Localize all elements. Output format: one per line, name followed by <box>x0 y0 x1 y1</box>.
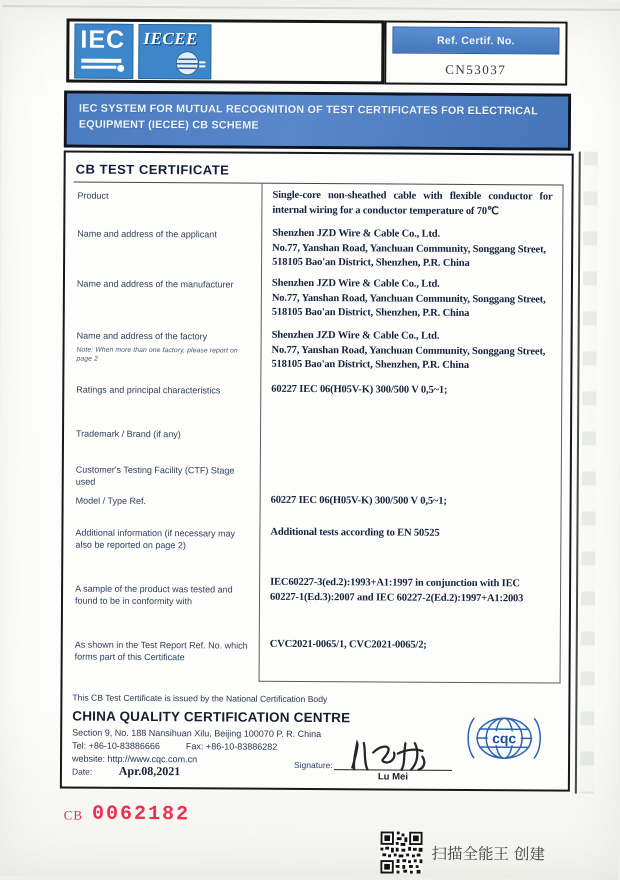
field-label: Model / Type Ref. <box>72 488 260 521</box>
field-value: 60227 IEC 06(H05V-K) 300/500 V 0,5~1; <box>260 378 562 424</box>
field-label: Additional information (if necessary may also be reported on page 2) <box>71 520 259 571</box>
field-row-applicant <box>73 221 563 274</box>
cb-prefix: CB <box>64 808 83 826</box>
cqc-logo-text: cqc <box>492 730 516 746</box>
field-row-ctf <box>72 457 562 491</box>
fax-number: Fax: +86-10-83886282 <box>186 742 277 753</box>
scanner-watermark <box>380 831 545 874</box>
field-row-additional-info <box>71 520 561 573</box>
iecee-logo-text: IECEE <box>143 28 198 48</box>
certificate-title: CB TEST CERTIFICATE <box>74 159 564 186</box>
field-row-test-report <box>71 632 561 684</box>
field-value <box>260 422 562 460</box>
tel-fax-line <box>72 741 303 752</box>
field-label: As shown in the Test Report Ref. No. which forms part of this Certificate <box>71 632 259 682</box>
scan-artifact-noise <box>580 152 598 794</box>
field-value: IEC60227-3(ed.2):1993+A1:1997 in conjunction with IEC 60227-1(Ed.3):2007 and IEC 60227-2(Ed.2):1997+A1:2003 <box>259 571 561 635</box>
field-value: CVC2021-0065/1, CVC2021-0065/2; <box>259 633 561 684</box>
field-label-text: Name and address of the factory <box>77 331 251 344</box>
scan-artifact-top <box>3 5 620 11</box>
iec-logo-bar <box>81 66 116 68</box>
field-value <box>260 458 562 491</box>
field-label: A sample of the product was tested and found to be in conformity with <box>71 570 259 633</box>
qr-code-icon <box>380 831 422 873</box>
iec-logo-text: IEC <box>80 25 125 54</box>
field-label: Product <box>73 183 261 222</box>
website-line: website: http://www.cqc.com.cn <box>72 754 197 765</box>
date-label: Date: <box>72 767 92 777</box>
field-row-ratings <box>72 377 562 424</box>
field-value: Shenzhen JZD Wire & Cable Co., Ltd. No.77, Yanshan Road, Yanchuan Community, Songgang Street, 518105 Bao'an District, Shenzhen, P.R. China <box>261 222 563 274</box>
field-row-trademark <box>72 421 562 460</box>
certificate-body <box>60 150 574 791</box>
signatory-name: Lu Mei <box>334 772 452 784</box>
field-value: Shenzhen JZD Wire & Cable Co., Ltd. No.77, Yanshan Road, Yanchuan Community, Songgang Street, 518105 Bao'an District, Shenzhen, P.R. China <box>261 272 563 326</box>
field-row-manufacturer <box>73 271 563 326</box>
cb-serial-stamp <box>64 803 190 827</box>
date-line <box>72 762 180 781</box>
scheme-banner: IEC SYSTEM FOR MUTUAL RECOGNITION OF TEST CERTIFICATES FOR ELECTRICAL EQUIPMENT (IECEE) CB SCHEME <box>64 90 571 150</box>
field-label <box>72 323 260 378</box>
ref-certif-box <box>384 20 567 85</box>
iec-logo-dot <box>117 64 124 71</box>
field-label: Name and address of the applicant <box>73 221 261 272</box>
iec-logo-bar <box>81 59 121 63</box>
body-address: Section 9, No. 188 Nansihuan Xilu, Beijing 100070 P. R. China <box>72 728 321 740</box>
field-value: Additional tests according to EN 50525 <box>259 521 561 573</box>
iec-logo-icon <box>74 23 133 78</box>
field-row-model <box>72 488 562 523</box>
field-value: Shenzhen JZD Wire & Cable Co., Ltd. No.77, Yanshan Road, Yanchuan Community, Songgang Street, 518105 Bao'an District, Shenzhen, P.R. China <box>260 324 562 380</box>
ref-certif-number: CN53037 <box>386 61 565 78</box>
certification-body-name: CHINA QUALITY CERTIFICATION CENTRE <box>72 709 350 726</box>
signature-block <box>334 737 452 784</box>
field-row-product <box>73 183 563 224</box>
iecee-globe-icon <box>172 49 206 76</box>
scanner-app-text: 扫描全能王 创建 <box>431 842 545 865</box>
field-value: 60227 IEC 06(H05V-K) 300/500 V 0,5~1; <box>259 489 561 523</box>
iecee-logo-icon <box>138 23 211 78</box>
ref-certif-label: Ref. Certif. No. <box>392 26 559 54</box>
tel-number: Tel: +86-10-83886666 <box>72 741 160 752</box>
signature-label: Signature: <box>294 760 333 770</box>
field-label: Name and address of the manufacturer <box>73 271 261 324</box>
field-row-factory <box>72 323 562 380</box>
header-logo-box <box>66 19 384 85</box>
certificate-footer <box>70 681 561 788</box>
date-value: Apr.08,2021 <box>119 764 181 778</box>
cb-serial-number: 0062182 <box>92 803 190 827</box>
field-label: Trademark / Brand (if any) <box>72 421 260 458</box>
field-note: Note: When more than one factory, please report on page 2 <box>76 346 250 365</box>
field-value: Single-core non-sheathed cable with flexible conductor for internal wiring for a conductor temperature of 70℃ <box>261 184 563 224</box>
field-row-conformity <box>71 570 561 635</box>
cqc-logo-icon <box>462 711 546 768</box>
issued-by-text: This CB Test Certificate is issued by the National Certification Body <box>72 693 327 705</box>
handwritten-signature-icon <box>341 737 445 774</box>
field-label: Ratings and principal characteristics <box>72 377 260 422</box>
field-label: Customer's Testing Facility (CTF) Stage used <box>72 457 260 490</box>
